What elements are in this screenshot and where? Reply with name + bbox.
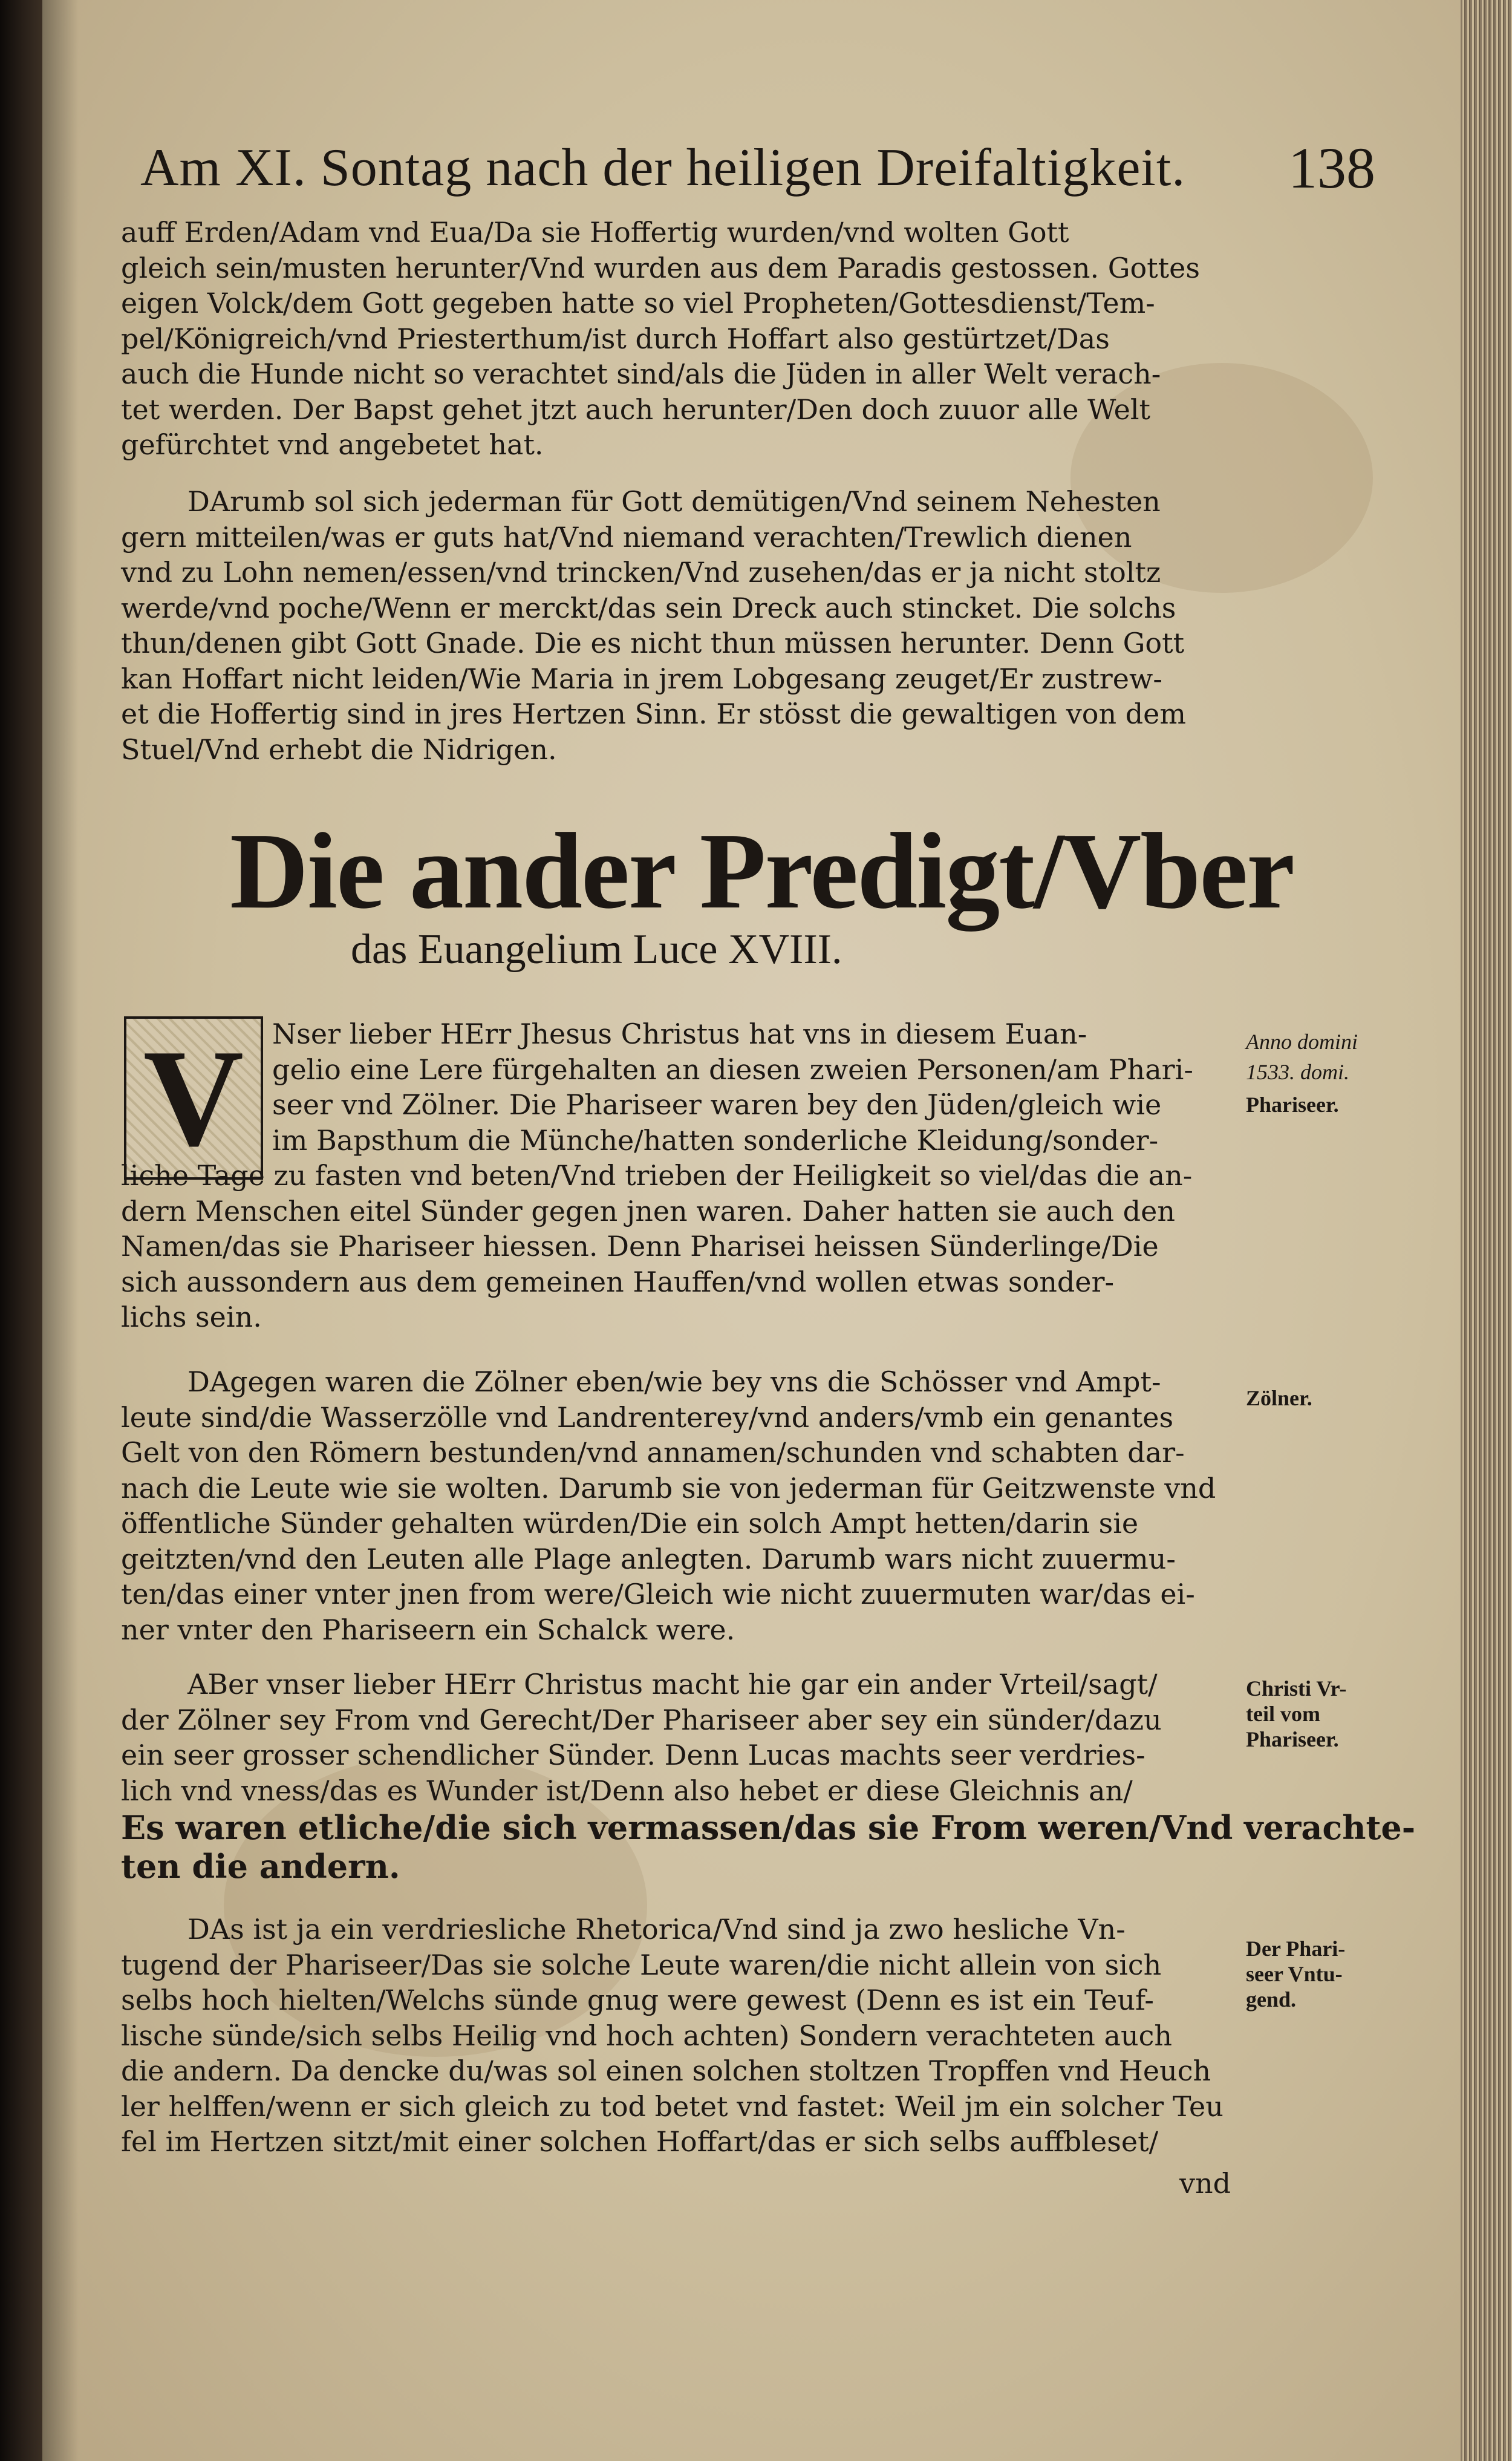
text-line: Namen/das sie Phariseer hiessen. Denn Pharisei heissen Sünderlinge/Die xyxy=(121,1230,1159,1263)
margin-note-zoelner: Zölner. xyxy=(1246,1386,1312,1410)
text-line: die andern. Da dencke du/was sol einen solchen stoltzen Tropffen vnd Heuch xyxy=(121,2054,1211,2087)
margin-note-untugend: seer Vntu- xyxy=(1246,1962,1343,1986)
margin-note-untugend: gend. xyxy=(1246,1987,1297,2012)
margin-note-urteil: Phariseer. xyxy=(1246,1727,1339,1751)
text-line: Stuel/Vnd erhebt die Nidrigen. xyxy=(121,733,557,766)
text-line: seer vnd Zölner. Die Phariseer waren bey den Jüden/gleich wie xyxy=(272,1088,1162,1121)
text-line: auch die Hunde nicht so verachtet sind/als die Jüden in aller Welt verach- xyxy=(121,358,1161,390)
text-line: liche Tage zu fasten vnd beten/Vnd trieben der Heiligkeit so viel/das die an- xyxy=(121,1159,1193,1192)
running-head: Am XI. Sontag nach der heiligen Dreifaltigkeit. xyxy=(140,139,1186,197)
text-line: eigen Volck/dem Gott gegeben hatte so viel Propheten/Gottesdienst/Tem- xyxy=(121,287,1155,319)
text-line: Nser lieber HErr Jhesus Christus hat vns in diesem Euan- xyxy=(272,1018,1087,1050)
text-line: geitzten/vnd den Leuten alle Plage anlegten. Darumb wars nicht zuuermu- xyxy=(121,1542,1176,1575)
paragraph-4 xyxy=(121,1364,1258,1647)
text-line: Gelt von den Römern bestunden/vnd annamen/schunden vnd schabten dar- xyxy=(121,1436,1185,1469)
text-line: gern mitteilen/was er guts hat/Vnd niemand verachten/Trewlich dienen xyxy=(121,520,1132,554)
text-line: lich vnd vness/das es Wunder ist/Denn also hebet er diese Gleichnis an/ xyxy=(121,1774,1133,1807)
paragraph-2 xyxy=(121,484,1258,767)
margin-note-year: 1533. domi. xyxy=(1246,1060,1349,1084)
text-line: werde/vnd poche/Wenn er merckt/das sein Dreck auch stincket. Die solchs xyxy=(121,591,1176,624)
margin-note-urteil: teil vom xyxy=(1246,1702,1320,1726)
margin-note-phariseer: Phariseer. xyxy=(1246,1093,1339,1117)
catchword-text: vnd xyxy=(1179,2167,1231,2200)
margin-note-urteil: Christi Vr- xyxy=(1246,1676,1347,1701)
text-line: pel/Königreich/vnd Priesterthum/ist durch Hoffart also gestürtzet/Das xyxy=(121,322,1110,355)
text-line: DAs ist ja ein verdriesliche Rhetorica/Vnd sind ja zwo hesliche Vn- xyxy=(187,1913,1126,1946)
text-line-emphasis: Es waren etliche/die sich vermassen/das sie From weren/Vnd verachte- xyxy=(121,1808,1416,1847)
text-line: lichs sein. xyxy=(121,1301,262,1333)
text-line: im Bapsthum die Münche/hatten sonderliche Kleidung/sonder- xyxy=(272,1123,1159,1157)
text-line-emphasis: ten die andern. xyxy=(121,1847,400,1886)
text-line: der Zölner sey From vnd Gerecht/Der Phariseer aber sey ein sünder/dazu xyxy=(121,1703,1162,1736)
paragraph-3 xyxy=(121,1016,1258,1335)
paragraph-6 xyxy=(121,1912,1258,2160)
text-line: DAgegen waren die Zölner eben/wie bey vns die Schösser vnd Ampt- xyxy=(187,1365,1161,1398)
catchword xyxy=(1179,2166,1300,2201)
text-line: gelio eine Lere fürgehalten an diesen zweien Personen/am Phari- xyxy=(272,1053,1193,1086)
text-line: nach die Leute wie sie wolten. Darumb sie von jederman für Geitzwenste vnd xyxy=(121,1471,1216,1505)
text-line: kan Hoffart nicht leiden/Wie Maria in jrem Lobgesang zeuget/Er zustrew- xyxy=(121,662,1162,695)
text-line: vnd zu Lohn nemen/essen/vnd trincken/Vnd zusehen/das er ja nicht stoltz xyxy=(121,556,1161,589)
text-line: et die Hoffertig sind in jres Hertzen Sinn. Er stösst die gewaltigen von dem xyxy=(121,698,1187,730)
text-line: thun/denen gibt Gott Gnade. Die es nicht thun müssen herunter. Denn Gott xyxy=(121,627,1185,659)
folio-number: 138 xyxy=(1288,136,1375,200)
decorated-initial: V xyxy=(124,1016,263,1180)
text-line: dern Menschen eitel Sünder gegen jnen waren. Daher hatten sie auch den xyxy=(121,1194,1175,1227)
text-line: auff Erden/Adam vnd Eua/Da sie Hoffertig wurden/vnd wolten Gott xyxy=(121,216,1069,249)
page-stack-edge xyxy=(1461,0,1512,2461)
paragraph-1 xyxy=(121,215,1258,463)
text-line: sich aussondern aus dem gemeinen Hauffen/vnd wollen etwas sonder- xyxy=(121,1265,1115,1298)
text-line: ler helffen/wenn er sich gleich zu tod betet vnd fastet: Weil jm ein solcher Teu xyxy=(121,2090,1224,2123)
text-line: fel im Hertzen sitzt/mit einer solchen Hoffart/das er sich selbs auffbleset/ xyxy=(121,2125,1159,2158)
text-line: ABer vnser lieber HErr Christus macht hie gar ein ander Vrteil/sagt/ xyxy=(187,1668,1158,1701)
sermon-subtitle: das Euangelium Luce XVIII. xyxy=(351,926,842,973)
text-line: DArumb sol sich jederman für Gott demütigen/Vnd seinem Nehesten xyxy=(187,485,1161,518)
text-line: tet werden. Der Bapst gehet jtzt auch herunter/Den doch zuuor alle Welt xyxy=(121,393,1151,426)
text-line: selbs hoch hielten/Welchs sünde gnug were gewest (Denn es ist ein Teuf- xyxy=(121,1984,1154,2016)
margin-note-untugend: Der Phari- xyxy=(1246,1936,1346,1961)
text-line: ten/das einer vnter jnen from were/Gleich wie nicht zuuermuten war/das ei- xyxy=(121,1578,1195,1610)
text-line: gleich sein/musten herunter/Vnd wurden aus dem Paradis gestossen. Gottes xyxy=(121,251,1200,284)
sermon-title: Die ander Predigt/Vber xyxy=(230,811,1294,931)
text-line: öffentliche Sünder gehalten würden/Die ein solch Ampt hetten/darin sie xyxy=(121,1507,1139,1540)
margin-note-year: Anno domini xyxy=(1246,1030,1358,1054)
text-line: gefürchtet vnd angebetet hat. xyxy=(121,428,544,461)
book-spine xyxy=(0,0,42,2461)
text-line: ner vnter den Phariseern ein Schalck were. xyxy=(121,1613,735,1646)
text-line: tugend der Phariseer/Das sie solche Leute waren/die nicht allein von sich xyxy=(121,1948,1162,1981)
text-line: leute sind/die Wasserzölle vnd Landrenterey/vnd anders/vmb ein genantes xyxy=(121,1400,1174,1434)
text-line: lische sünde/sich selbs Heilig vnd hoch achten) Sondern verachteten auch xyxy=(121,2019,1172,2052)
text-line: ein seer grosser schendlicher Sünder. Denn Lucas machts seer verdries- xyxy=(121,1739,1145,1771)
